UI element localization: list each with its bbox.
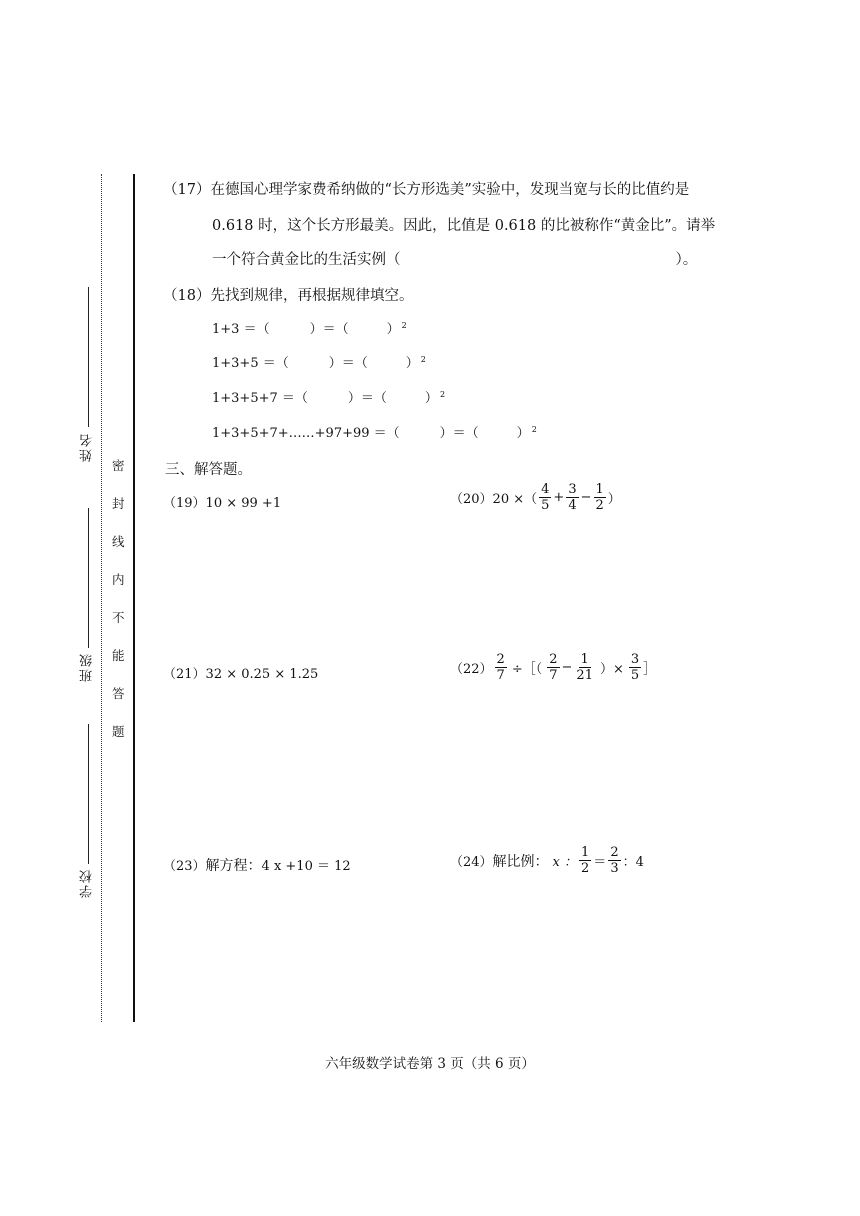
- seal-char: 密: [112, 458, 125, 473]
- question-23: [163, 855, 351, 875]
- pattern-expression: 1+3 ＝（: [212, 322, 270, 337]
- operator: −: [580, 490, 592, 505]
- fraction: [547, 652, 559, 683]
- question-24: [450, 845, 644, 876]
- denominator: 5: [541, 498, 550, 513]
- dotted-fold-line: [101, 174, 102, 1022]
- question-number: （17）: [163, 182, 211, 198]
- numerator: 2: [549, 652, 558, 667]
- question-number: （23）: [163, 859, 206, 874]
- pattern-equals: ）＝（: [309, 322, 349, 337]
- exponent: 2: [531, 424, 537, 434]
- question-number: （21）: [163, 667, 206, 682]
- denominator: 2: [581, 861, 590, 876]
- question-number: （22）: [450, 662, 493, 677]
- operator: −: [561, 660, 573, 675]
- seal-char: 线: [112, 534, 125, 549]
- class-label: 班级: [80, 652, 95, 682]
- pattern-expression: 1+3+5 ＝（: [212, 356, 289, 371]
- denominator: 5: [630, 668, 640, 683]
- page-footer: 六年级数学试卷第 3 页（共 6 页）: [325, 1056, 535, 1072]
- seal-char: 内: [112, 572, 125, 587]
- exponent: 2: [420, 354, 426, 364]
- fraction: [594, 482, 606, 513]
- pattern-equals: ）＝（: [439, 426, 479, 441]
- numerator: 3: [568, 482, 577, 497]
- pattern-row: [212, 352, 426, 371]
- question-text-line: 0.618 时，这个长方形最美。因此，比值是 0.618 的比被称作“黄金比”。请举: [212, 218, 716, 234]
- equation: 4 x +10 ＝ 12: [261, 859, 351, 874]
- school-label: 学校: [80, 868, 95, 898]
- seal-char: 不: [112, 610, 125, 625]
- question-number: （20）: [450, 492, 493, 507]
- seal-char: 题: [112, 724, 125, 739]
- name-label: 姓名: [80, 432, 95, 462]
- denominator: 2: [595, 498, 604, 513]
- fraction: [539, 482, 551, 513]
- operator: ）×: [599, 662, 624, 677]
- question-text-line: 在德国心理学家费希纳做的“长方形选美”实验中，发现当宽与长的比值约是: [210, 182, 690, 198]
- pattern-close: ）: [386, 322, 400, 337]
- numerator: 2: [496, 652, 505, 667]
- question-19: [163, 492, 281, 511]
- binding-line: [133, 174, 135, 1022]
- numerator: 1: [581, 845, 590, 860]
- denominator: 4: [568, 498, 577, 513]
- operator: +: [553, 490, 565, 505]
- numerator: 4: [541, 482, 550, 497]
- expression-part: ）: [607, 492, 621, 507]
- question-text-line: ）。: [675, 252, 698, 268]
- denominator: 21: [576, 668, 593, 683]
- pattern-expression: 1+3+5+7 ＝（: [212, 391, 308, 406]
- numerator: 1: [580, 652, 589, 667]
- name-underline: [88, 287, 89, 427]
- question-text: 先找到规律，再根据规律填空。: [210, 288, 414, 304]
- fraction: [495, 652, 507, 683]
- question-20: [450, 482, 621, 513]
- exponent: 2: [439, 389, 446, 399]
- question-text-line: 一个符合黄金比的生活实例（: [212, 252, 401, 268]
- question-label: 解方程：: [205, 858, 262, 874]
- pattern-row: [212, 422, 537, 441]
- expression-part: 20 ×（: [492, 492, 538, 507]
- fraction: [574, 652, 595, 683]
- pattern-expression: 1+3+5+7+……+97+99 ＝（: [212, 426, 400, 441]
- exponent: 2: [401, 320, 407, 330]
- denominator: 7: [496, 668, 505, 683]
- fraction: [608, 845, 620, 876]
- pattern-equals: ）＝（: [328, 356, 368, 371]
- fraction: [579, 845, 591, 876]
- denominator: 7: [549, 668, 558, 683]
- fraction: [629, 652, 641, 683]
- class-underline: [88, 508, 89, 648]
- numerator: 2: [610, 845, 619, 860]
- seal-char: 答: [112, 686, 125, 701]
- operator: ＝: [593, 855, 607, 870]
- pattern-close: ）: [424, 391, 438, 406]
- school-underline: [88, 724, 89, 864]
- pattern-equals: ）＝（: [347, 391, 387, 406]
- fraction: [566, 482, 578, 513]
- seal-char: 能: [112, 648, 125, 663]
- denominator: 3: [610, 861, 619, 876]
- question-label: 解比例：: [492, 853, 549, 870]
- expression-part: ］: [643, 662, 657, 677]
- numerator: 1: [595, 482, 604, 497]
- variable: x ：: [552, 855, 578, 870]
- pattern-close: ）: [516, 426, 530, 441]
- question-21: [163, 663, 318, 682]
- question-number: （18）: [163, 288, 211, 304]
- pattern-row: [212, 318, 407, 337]
- numerator: 3: [630, 652, 640, 667]
- seal-char: 封: [112, 496, 125, 511]
- expression: 10 × 99 +1: [205, 496, 282, 511]
- section-heading: 三、解答题。: [165, 462, 252, 478]
- question-number: （19）: [163, 496, 206, 511]
- pattern-row: [212, 387, 445, 406]
- question-22: [450, 652, 656, 683]
- expression-part: ：4: [622, 855, 644, 870]
- pattern-close: ）: [405, 356, 419, 371]
- expression: 32 × 0.25 × 1.25: [205, 667, 319, 682]
- question-number: （24）: [450, 855, 493, 870]
- operator: ÷［（: [511, 662, 543, 677]
